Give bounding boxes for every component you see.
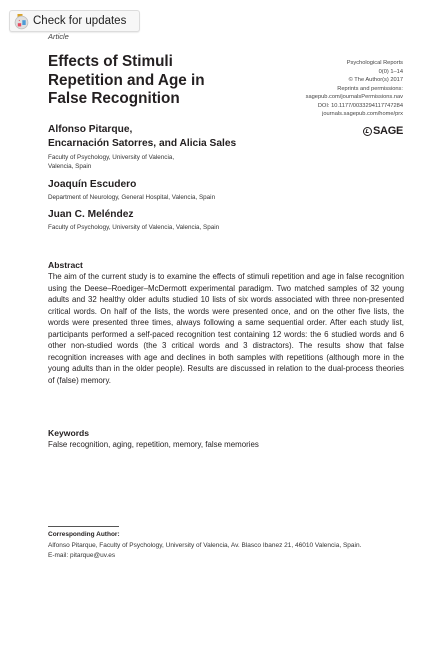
permissions-link[interactable]: sagepub.com/journalsPermissions.nav xyxy=(305,94,403,100)
corresponding-author-heading: Corresponding Author: xyxy=(48,531,120,538)
paper-title: Effects of Stimuli Repetition and Age in False Recognition xyxy=(48,53,205,107)
author-name-line: Alfonso Pitarque, xyxy=(48,124,133,135)
doi-link[interactable]: DOI: 10.1177/0033294117747284 xyxy=(317,102,403,109)
journal-name: Psychological Reports xyxy=(346,60,403,66)
abstract-heading: Abstract xyxy=(48,260,83,270)
crossmark-icon xyxy=(14,13,29,30)
author-affiliation: Valencia, Spain xyxy=(48,163,92,170)
author-affiliation: Faculty of Psychology, University of Valencia, Valencia, Spain xyxy=(48,224,220,231)
check-for-updates-button[interactable] xyxy=(9,10,140,32)
author-affiliation: Department of Neurology, General Hospital, Valencia, Spain xyxy=(48,194,216,201)
journal-homepage-link[interactable]: journals.sagepub.com/home/prx xyxy=(322,111,403,117)
reprints-line: Reprints and permissions: xyxy=(337,85,403,92)
footnote-divider xyxy=(48,526,119,527)
author-name-line: Encarnación Satorres, and Alicia Sales xyxy=(48,138,237,149)
volume-pages: 0(0) 1–14 xyxy=(378,68,403,75)
check-for-updates-label: Check for updates xyxy=(33,15,127,27)
keywords-text: False recognition, aging, repetition, memory, false memories xyxy=(48,440,259,449)
sage-logo-text: SAGE xyxy=(373,125,403,137)
article-type-label: Article xyxy=(48,32,69,41)
sage-logo-mark-icon xyxy=(363,127,372,136)
sage-logo xyxy=(363,125,403,137)
journal-metadata xyxy=(306,59,403,119)
copyright-line: © The Author(s) 2017 xyxy=(348,77,403,83)
author-name-line: Juan C. Meléndez xyxy=(48,209,134,220)
corresponding-author-info xyxy=(48,541,404,561)
author-name-line: Joaquín Escudero xyxy=(48,179,137,190)
abstract-text: The aim of the current study is to examine the effects of stimuli repetition and age in false recognition using the Deese–Roediger–McDermott experimental paradigm. Two matched samples of 32 young adults and 32 healthy older adults studied 10 lists of six words associated with three non-presented critical words. On half of the lists, the words were presented once, and on the other five lists, the words were presented three times, always following a same sequential order. After each study list, participants performed a self-paced recognition test containing 12 words: the 6 studied words and 6 other non-studied words (the 3 critical words and 3 distractors). The results show that false recognition increases with age and declines in both samples with repetitions (although more in the young adults than in the older people). Results are discussed in relation to the dual-process theories of (false) memory. xyxy=(48,272,404,385)
author-affiliation: Faculty of Psychology, University of Valencia, xyxy=(48,154,175,161)
corresponding-author-email[interactable]: E-mail: pitarque@uv.es xyxy=(48,552,116,559)
keywords-heading: Keywords xyxy=(48,428,90,438)
corresponding-author-address: Alfonso Pitarque, Faculty of Psychology, University of Valencia, Av. Blasco Ibanez 21, 46010 Valencia, Spain. xyxy=(48,542,362,549)
